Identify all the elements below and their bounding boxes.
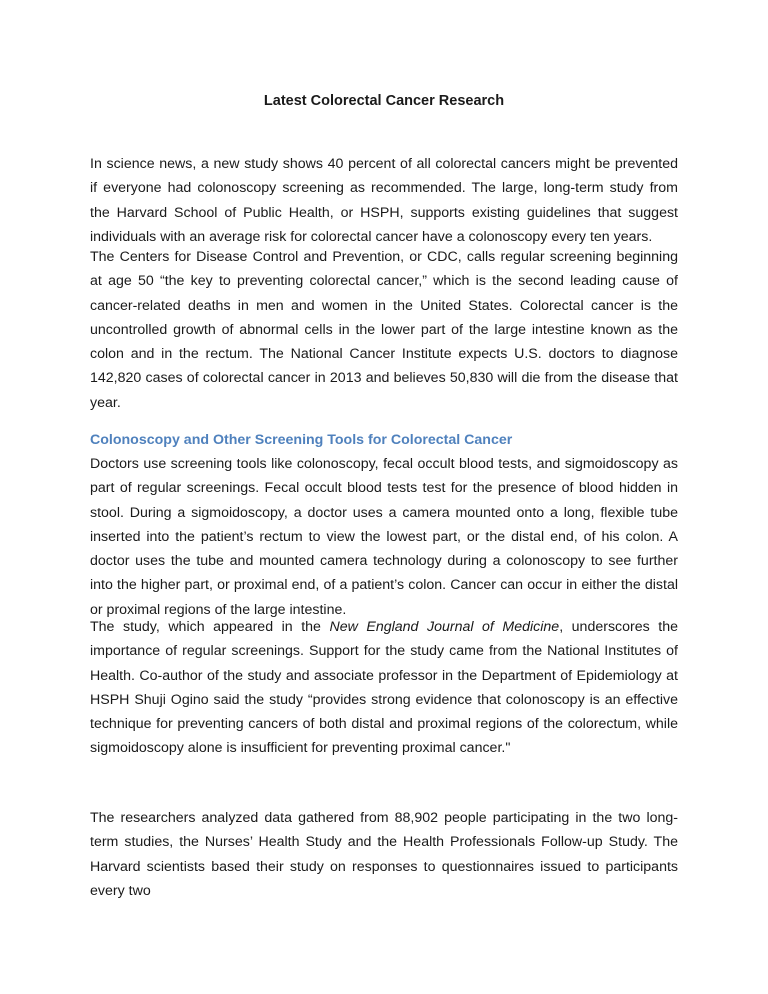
document-title: Latest Colorectal Cancer Research xyxy=(263,93,505,109)
paragraph-screening-tools: Doctors use screening tools like colonoscopy, fecal occult blood tests, and sigmoidoscopy as part of regular screenings. Fecal occult blood tests test for the presence of blood hidden in stool. During a sigmoidoscopy, a doctor uses a camera mounted onto a long, flexible tube inserted into the patient’s rectum to view the lowest part, or the distal end, of his colon. A doctor uses the tube and mounted camera technology during a colonoscopy to see further into the higher part, or proximal end, of a patient’s colon. Cancer can occur in either the distal or proximal regions of the large intestine. xyxy=(90,456,678,618)
journal-name: New England Journal of Medicine xyxy=(329,619,560,635)
paragraph-cdc: The Centers for Disease Control and Prevention, or CDC, calls regular screening beginning at age 50 “the key to preventing colorectal cancer,” which is the second leading cause of cancer-related deaths in men and women in the United States. Colorectal cancer is the uncontrolled growth of abnormal cells in the lower part of the large intestine known as the colon and in the rectum. The National Cancer Institute expects U.S. doctors to diagnose 142,820 cases of colorectal cancer in 2013 and believes 50,830 will die from the disease that year. xyxy=(90,249,678,411)
section-heading-screening-tools: Colonoscopy and Other Screening Tools for Colorectal Cancer xyxy=(90,432,513,448)
paragraph-study xyxy=(90,615,678,761)
paragraph-study-body: , underscores the importance of regular screenings. Support for the study came from the National Institutes of Health. Co-author of the study and associate professor in the Department of Epidemiology at HSPH Shuji Ogino said the study “provides strong evidence that colonoscopy is an effective technique for preventing cancers of both distal and proximal regions of the colorectum, while sigmoidoscopy alone is insufficient for preventing proximal cancer." xyxy=(90,619,678,757)
paragraph-researchers: The researchers analyzed data gathered from 88,902 people participating in the two long-term studies, the Nurses’ Health Study and the Health Professionals Follow-up Study. The Harvard scientists based their study on responses to questionnaires issued to participants every two xyxy=(90,810,678,899)
paragraph-intro: In science news, a new study shows 40 percent of all colorectal cancers might be prevented if everyone had colonoscopy screening as recommended. The large, long-term study from the Harvard School of Public Health, or HSPH, supports existing guidelines that suggest individuals with an average risk for colorectal cancer have a colonoscopy every ten years. xyxy=(90,156,678,245)
paragraph-study-intro: The study, which appeared in the xyxy=(90,619,330,635)
document-page xyxy=(90,0,678,994)
